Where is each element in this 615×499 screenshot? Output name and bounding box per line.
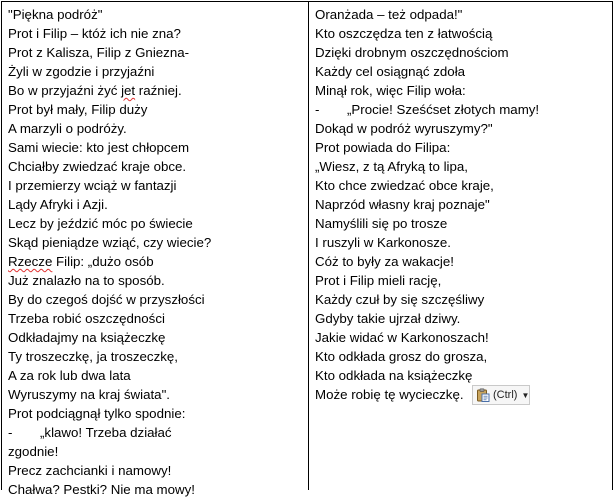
left-line-17: Trzeba robić oszczędności <box>8 311 165 326</box>
right-line-19: Kto odkłada grosz do grosza, <box>315 349 488 364</box>
right-line-20: Kto odkłada na książeczkę <box>315 368 473 383</box>
left-line-25: Precz zachcianki i namowy! <box>8 463 172 478</box>
paste-options-button[interactable] <box>472 385 530 405</box>
poem-table <box>1 1 613 497</box>
left-line-5: Bo w przyjaźni żyć jet raźniej. <box>8 83 182 98</box>
right-line-5: Minął rok, więc Filip woła: <box>315 83 466 98</box>
left-line-1: "Piękna podróż" <box>8 7 103 22</box>
column-divider <box>308 2 309 490</box>
right-line-6-text: „Procie! Sześćset złotych mamy! <box>347 102 540 117</box>
clipboard-icon <box>476 388 490 402</box>
left-line-13: Skąd pieniądze wziąć, czy wiecie? <box>8 235 212 250</box>
right-line-11: Naprzód własny kraj poznaje" <box>315 197 490 212</box>
right-line-14: Cóż to były za wakacje! <box>315 254 454 269</box>
left-line-19: Ty troszeczkę, ja troszeczkę, <box>8 349 178 364</box>
left-line-12: Lecz by jeździć móc po świecie <box>8 216 193 231</box>
left-line-8: Sami wiecie: kto jest chłopcem <box>8 140 190 155</box>
right-line-9: „Wiesz, z tą Afryką to lipa, <box>315 159 468 174</box>
left-line-18: Odkładajmy na książeczkę <box>8 330 166 345</box>
right-line-1: Oranżada – też odpada!" <box>315 7 463 22</box>
left-line-3: Prot z Kalisza, Filip z Gniezna- <box>8 45 190 60</box>
left-line-9: Chciałby zwiedzać kraje obce. <box>8 159 187 174</box>
right-line-3: Dzięki drobnym oszczędnościom <box>315 45 509 60</box>
left-line-23 <box>8 423 304 442</box>
left-line-21: Wyruszymy na kraj świata". <box>8 387 170 402</box>
left-line-7: A marzyli o podróży. <box>8 121 127 136</box>
left-line-10: I przemierzy wciąż w fantazji <box>8 178 177 193</box>
right-line-13: I ruszyli w Karkonosze. <box>315 235 451 250</box>
right-line-15: Prot i Filip mieli rację, <box>315 273 442 288</box>
chevron-down-icon: ▼ <box>521 390 530 400</box>
left-line-6: Prot był mały, Filip duży <box>8 102 148 117</box>
left-line-20: A za rok lub dwa lata <box>8 368 131 383</box>
left-line-24: zgodnie! <box>8 444 59 459</box>
spellcheck-word: jet <box>121 83 136 98</box>
right-line-21: Może robię tę wycieczkę. <box>315 387 464 402</box>
left-line-23-text: „klawo! Trzeba działać <box>40 425 172 440</box>
right-line-16: Każdy czuł by się szczęśliwy <box>315 292 485 307</box>
right-line-12: Namyślili się po trosze <box>315 216 448 231</box>
left-line-16: By do czegoś dojść w przyszłości <box>8 292 205 307</box>
right-line-18: Jakie widać w Karkonoszach! <box>315 330 489 345</box>
left-line-2: Prot i Filip – któż ich nie zna? <box>8 26 181 41</box>
left-line-22: Prot podciągnął tylko spodnie: <box>8 406 186 421</box>
paste-options-label: (Ctrl) <box>493 389 518 401</box>
right-line-8: Prot powiada do Filipa: <box>315 140 451 155</box>
left-line-26: Chałwa? Pestki? Nie ma mowy! <box>8 482 195 497</box>
left-line-14: Rzecze Filip: „dużo osób <box>8 254 154 269</box>
left-line-11: Lądy Afryki i Azji. <box>8 197 108 212</box>
right-line-10: Kto chce zwiedzać obce kraje, <box>315 178 494 193</box>
right-line-4: Każdy cel osiągnąć zdoła <box>315 64 466 79</box>
list-dash: - <box>8 425 13 440</box>
right-line-7: Dokąd w podróż wyruszymy?" <box>315 121 493 136</box>
left-line-15: Już znalazło na to sposób. <box>8 273 165 288</box>
right-line-2: Kto oszczędza ten z łatwością <box>315 26 493 41</box>
list-dash: - <box>315 102 320 117</box>
right-line-6 <box>315 100 607 119</box>
left-line-4: Żyli w zgodzie i przyjaźni <box>8 64 155 79</box>
spellcheck-word: Rzecze <box>8 254 53 269</box>
right-line-17: Gdyby takie ujrzał dziwy. <box>315 311 461 326</box>
